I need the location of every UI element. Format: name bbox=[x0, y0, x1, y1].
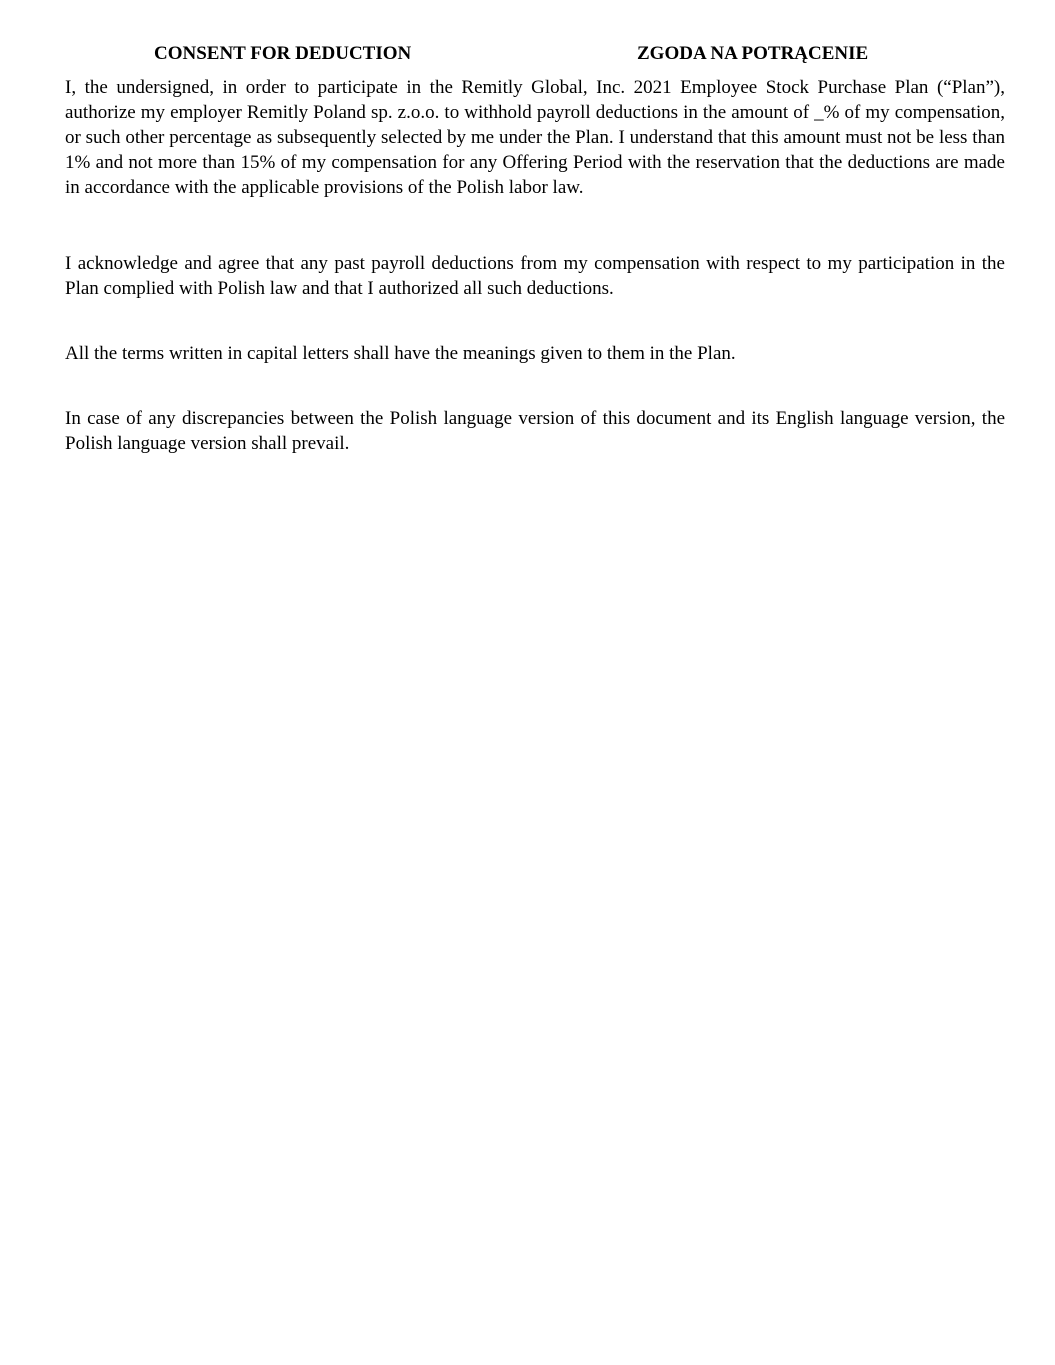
terms-paragraph: All the terms written in capital letters shall have the meanings given to them in the Plan. bbox=[65, 343, 736, 364]
heading-polish: ZGODA NA POTRĄCENIE bbox=[637, 43, 869, 64]
acknowledgement-paragraph: I acknowledge and agree that any past payroll deductions from my compensation with respect to my participation in the Plan complied with Polish law and that I authorized all such deductions. bbox=[65, 253, 1005, 299]
document-headings bbox=[0, 42, 1055, 66]
language-precedence-paragraph: In case of any discrepancies between the Polish language version of this document and its English language version, the Polish language version shall prevail. bbox=[65, 408, 1005, 454]
consent-paragraph: I, the undersigned, in order to participate in the Remitly Global, Inc. 2021 Employee Stock Purchase Plan (“Plan”), authorize my employer Remitly Poland sp. z.o.o. to withhold payroll deductions in the amount of _% of my compensation, or such other percentage as subsequently selected by me under the Plan. I understand that this amount must not be less than 1% and not more than 15% of my compensation for any Offering Period with the reservation that the deductions are made in accordance with the applicable provisions of the Polish labor law. bbox=[65, 77, 1005, 198]
heading-english: CONSENT FOR DEDUCTION bbox=[154, 43, 412, 64]
